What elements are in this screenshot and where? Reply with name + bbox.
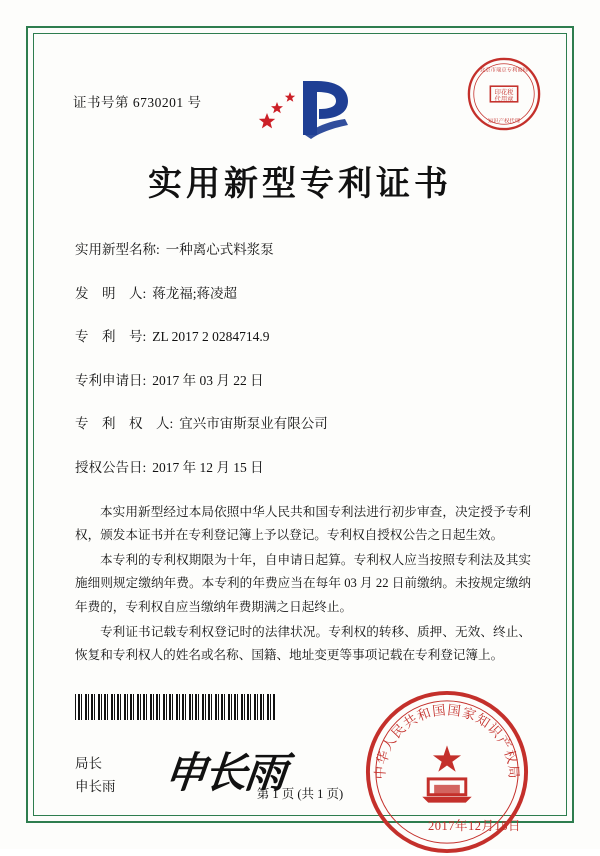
field-value: 2017 年 03 月 22 日: [152, 372, 264, 388]
field-utility-model-name: [75, 239, 545, 261]
certificate-header: [55, 55, 545, 150]
field-patent-number: [75, 326, 545, 348]
field-patentee: [75, 413, 545, 435]
corner-ornament-top-right: [550, 26, 574, 50]
corner-ornament-top-left: [26, 26, 50, 50]
svg-text:知识产权代理: 知识产权代理: [487, 118, 521, 125]
field-value: ZL 2017 2 0284714.9: [152, 329, 270, 345]
legal-paragraph: 专利证书记载专利权登记时的法律状况。专利权的转移、质押、无效、终止、恢复和专利权人的姓名或名称、国籍、地址变更等事项记载在专利登记簿上。: [75, 625, 531, 663]
corner-ornament-bottom-right: [550, 799, 574, 823]
page-title: 实用新型专利证书: [148, 166, 452, 203]
signer-title: 局长: [75, 755, 102, 771]
signer-name: 申长雨: [75, 779, 116, 795]
field-label: 实用新型名称:: [75, 242, 160, 257]
agency-seal-stamp: [465, 55, 543, 133]
seal-date: 2017年12月15日: [427, 818, 521, 833]
svg-text:北京市瑞京专利商标: 北京市瑞京专利商标: [479, 67, 529, 74]
handwritten-signature: 申长雨: [162, 747, 288, 797]
certificate-content: [55, 55, 545, 833]
signature-block: [75, 702, 545, 833]
field-label: 专 利 号:: [75, 329, 147, 345]
field-value: 2017 年 12 月 15 日: [152, 459, 264, 475]
patent-office-logo-icon: [245, 73, 355, 143]
svg-text:中华人民共和国国家知识产权局: 中华人民共和国国家知识产权局: [373, 702, 521, 780]
legal-text-block: [55, 501, 545, 668]
field-label: 发 明 人:: [75, 285, 147, 301]
corner-ornament-bottom-left: [26, 799, 50, 823]
field-label: 专利申请日:: [75, 372, 147, 388]
field-value: 一种离心式料浆泵: [165, 242, 274, 257]
svg-text:印花税: 印花税: [494, 89, 514, 96]
field-inventor: [75, 283, 545, 305]
field-value: 蒋龙福;蒋凌超: [152, 285, 238, 301]
field-grant-announcement-date: [75, 457, 545, 479]
patent-barcode: [75, 694, 275, 720]
legal-paragraph: 本专利的专利权期限为十年，自申请日起算。专利权人应当按照专利法及其实施细则规定缴纳年费。本专利的年费应当在每年 03 月 22 日前缴纳。未按规定缴纳年费的，专利权自应当缴纳年费期满之日起终止。: [75, 553, 531, 614]
page-footer: 第 1 页 (共 1 页): [256, 787, 344, 801]
svg-text:代用章: 代用章: [494, 95, 514, 103]
field-application-date: [75, 370, 545, 392]
certificate-fields: [55, 239, 545, 479]
field-value: 宜兴市宙斯泵业有限公司: [179, 416, 328, 432]
field-label: 专 利 权 人:: [75, 416, 174, 432]
certificate-number: 证书号第 6730201 号: [73, 95, 202, 110]
field-label: 授权公告日:: [75, 459, 147, 475]
legal-paragraph: 本实用新型经过本局依照中华人民共和国专利法进行初步审查，决定授予专利权，颁发本证书并在专利登记簿上予以登记。专利权自授权公告之日起生效。: [75, 504, 531, 542]
